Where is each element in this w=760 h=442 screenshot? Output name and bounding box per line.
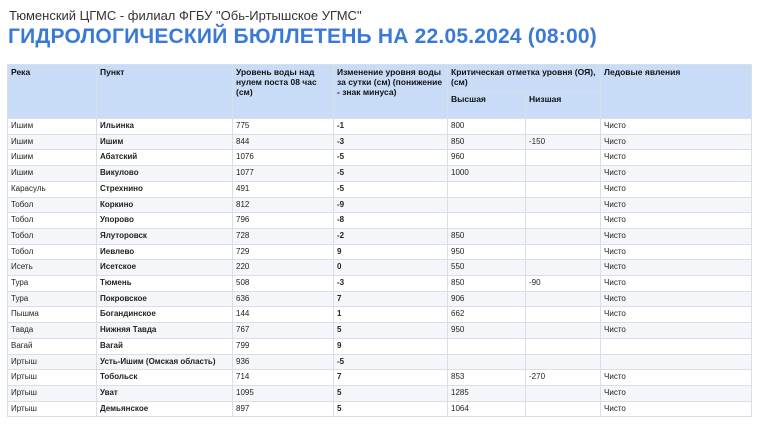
cell-river: Вагай [8, 338, 97, 354]
bulletin-title: ГИДРОЛОГИЧЕСКИЙ БЮЛЛЕТЕНЬ НА 22.05.2024 (08:00) [8, 25, 597, 48]
cell-high: 906 [448, 291, 526, 307]
cell-low [526, 228, 601, 244]
cell-change: -3 [334, 134, 448, 150]
cell-level: 508 [233, 276, 334, 292]
cell-high [448, 213, 526, 229]
hydro-table-wrapper [7, 64, 751, 417]
cell-ice: Чисто [601, 385, 752, 401]
cell-level: 775 [233, 119, 334, 135]
table-row [8, 119, 752, 135]
cell-post: Исетское [97, 260, 233, 276]
cell-high: 850 [448, 134, 526, 150]
cell-high: 853 [448, 370, 526, 386]
cell-change: -5 [334, 166, 448, 182]
cell-high [448, 338, 526, 354]
cell-ice: Чисто [601, 150, 752, 166]
cell-level: 1076 [233, 150, 334, 166]
cell-change: 7 [334, 370, 448, 386]
org-name: Тюменский ЦГМС - филиал ФГБУ "Обь-Иртышское УГМС" [9, 8, 362, 23]
cell-level: 491 [233, 181, 334, 197]
cell-change: -5 [334, 181, 448, 197]
cell-ice: Чисто [601, 323, 752, 339]
cell-high: 1000 [448, 166, 526, 182]
cell-ice: Чисто [601, 228, 752, 244]
table-row [8, 150, 752, 166]
cell-ice: Чисто [601, 370, 752, 386]
cell-high: 550 [448, 260, 526, 276]
cell-low [526, 338, 601, 354]
cell-ice: Чисто [601, 213, 752, 229]
cell-low [526, 354, 601, 370]
table-row [8, 338, 752, 354]
cell-low [526, 213, 601, 229]
col-header-post: Пункт [97, 65, 233, 119]
table-row [8, 385, 752, 401]
cell-level: 897 [233, 401, 334, 417]
col-header-low: Низшая [526, 92, 601, 119]
cell-river: Тобол [8, 228, 97, 244]
cell-level: 812 [233, 197, 334, 213]
cell-low [526, 307, 601, 323]
table-row [8, 197, 752, 213]
cell-post: Уват [97, 385, 233, 401]
cell-ice [601, 338, 752, 354]
cell-low [526, 401, 601, 417]
table-row [8, 166, 752, 182]
cell-ice: Чисто [601, 244, 752, 260]
cell-level: 844 [233, 134, 334, 150]
table-row [8, 276, 752, 292]
col-header-river: Река [8, 65, 97, 119]
cell-low [526, 323, 601, 339]
cell-post: Коркино [97, 197, 233, 213]
cell-low [526, 166, 601, 182]
cell-post: Ишим [97, 134, 233, 150]
cell-change: -5 [334, 354, 448, 370]
cell-change: -2 [334, 228, 448, 244]
cell-ice: Чисто [601, 197, 752, 213]
cell-level: 144 [233, 307, 334, 323]
cell-high [448, 197, 526, 213]
cell-change: 0 [334, 260, 448, 276]
cell-high: 950 [448, 323, 526, 339]
cell-post: Покровское [97, 291, 233, 307]
cell-low [526, 244, 601, 260]
cell-post: Ялуторовск [97, 228, 233, 244]
cell-low [526, 150, 601, 166]
cell-level: 796 [233, 213, 334, 229]
cell-high: 950 [448, 244, 526, 260]
cell-ice: Чисто [601, 401, 752, 417]
cell-river: Тура [8, 276, 97, 292]
cell-change: -5 [334, 150, 448, 166]
cell-ice: Чисто [601, 181, 752, 197]
cell-river: Иртыш [8, 354, 97, 370]
cell-change: 5 [334, 401, 448, 417]
cell-post: Упорово [97, 213, 233, 229]
cell-high: 1285 [448, 385, 526, 401]
cell-post: Тюмень [97, 276, 233, 292]
cell-river: Исеть [8, 260, 97, 276]
cell-low [526, 181, 601, 197]
cell-level: 936 [233, 354, 334, 370]
cell-change: 5 [334, 385, 448, 401]
cell-ice: Чисто [601, 134, 752, 150]
cell-river: Карасуль [8, 181, 97, 197]
cell-change: 1 [334, 307, 448, 323]
cell-high: 850 [448, 276, 526, 292]
cell-change: -3 [334, 276, 448, 292]
cell-river: Ишим [8, 150, 97, 166]
cell-post: Абатский [97, 150, 233, 166]
cell-level: 799 [233, 338, 334, 354]
cell-change: 9 [334, 244, 448, 260]
cell-river: Пышма [8, 307, 97, 323]
cell-low: -90 [526, 276, 601, 292]
cell-river: Иртыш [8, 370, 97, 386]
table-row [8, 213, 752, 229]
cell-river: Ишим [8, 119, 97, 135]
table-row [8, 354, 752, 370]
cell-river: Иртыш [8, 385, 97, 401]
cell-ice [601, 354, 752, 370]
cell-high: 850 [448, 228, 526, 244]
cell-change: 7 [334, 291, 448, 307]
cell-post: Вагай [97, 338, 233, 354]
table-row [8, 401, 752, 417]
cell-low [526, 119, 601, 135]
table-row [8, 291, 752, 307]
cell-river: Ишим [8, 166, 97, 182]
cell-post: Стрехнино [97, 181, 233, 197]
cell-river: Тобол [8, 197, 97, 213]
cell-river: Тобол [8, 213, 97, 229]
cell-post: Иевлево [97, 244, 233, 260]
cell-ice: Чисто [601, 307, 752, 323]
cell-ice: Чисто [601, 166, 752, 182]
cell-ice: Чисто [601, 291, 752, 307]
cell-post: Демьянское [97, 401, 233, 417]
cell-post: Богандинское [97, 307, 233, 323]
col-header-change: Изменение уровня воды за сутки (см) (понижение - знак минуса) [334, 65, 448, 119]
cell-high [448, 181, 526, 197]
col-header-ice: Ледовые явления [601, 65, 752, 119]
table-header [8, 65, 752, 119]
cell-low [526, 260, 601, 276]
table-row [8, 134, 752, 150]
cell-low [526, 197, 601, 213]
cell-ice: Чисто [601, 276, 752, 292]
cell-low [526, 291, 601, 307]
col-header-critical: Критическая отметка уровня (ОЯ), (см) [448, 65, 601, 92]
cell-low: -270 [526, 370, 601, 386]
cell-change: -8 [334, 213, 448, 229]
cell-high: 960 [448, 150, 526, 166]
cell-change: 9 [334, 338, 448, 354]
table-body [8, 119, 752, 417]
cell-river: Тура [8, 291, 97, 307]
cell-level: 1077 [233, 166, 334, 182]
cell-high: 800 [448, 119, 526, 135]
cell-high: 662 [448, 307, 526, 323]
table-row [8, 228, 752, 244]
table-row [8, 370, 752, 386]
cell-ice: Чисто [601, 260, 752, 276]
cell-post: Нижняя Тавда [97, 323, 233, 339]
table-row [8, 323, 752, 339]
cell-level: 767 [233, 323, 334, 339]
hydro-table [7, 64, 752, 417]
cell-river: Иртыш [8, 401, 97, 417]
cell-low [526, 385, 601, 401]
cell-high: 1064 [448, 401, 526, 417]
cell-level: 714 [233, 370, 334, 386]
cell-river: Тобол [8, 244, 97, 260]
table-row [8, 244, 752, 260]
cell-level: 728 [233, 228, 334, 244]
cell-post: Ильинка [97, 119, 233, 135]
cell-ice: Чисто [601, 119, 752, 135]
cell-river: Ишим [8, 134, 97, 150]
cell-level: 220 [233, 260, 334, 276]
table-row [8, 181, 752, 197]
cell-post: Викулово [97, 166, 233, 182]
cell-change: 5 [334, 323, 448, 339]
col-header-high: Высшая [448, 92, 526, 119]
cell-level: 1095 [233, 385, 334, 401]
cell-post: Тобольск [97, 370, 233, 386]
cell-river: Тавда [8, 323, 97, 339]
cell-high [448, 354, 526, 370]
cell-low: -150 [526, 134, 601, 150]
cell-post: Усть-Ишим (Омская область) [97, 354, 233, 370]
col-header-level: Уровень воды над нулем поста 08 час (см) [233, 65, 334, 119]
cell-level: 729 [233, 244, 334, 260]
table-row [8, 260, 752, 276]
cell-level: 636 [233, 291, 334, 307]
cell-change: -9 [334, 197, 448, 213]
table-row [8, 307, 752, 323]
cell-change: -1 [334, 119, 448, 135]
